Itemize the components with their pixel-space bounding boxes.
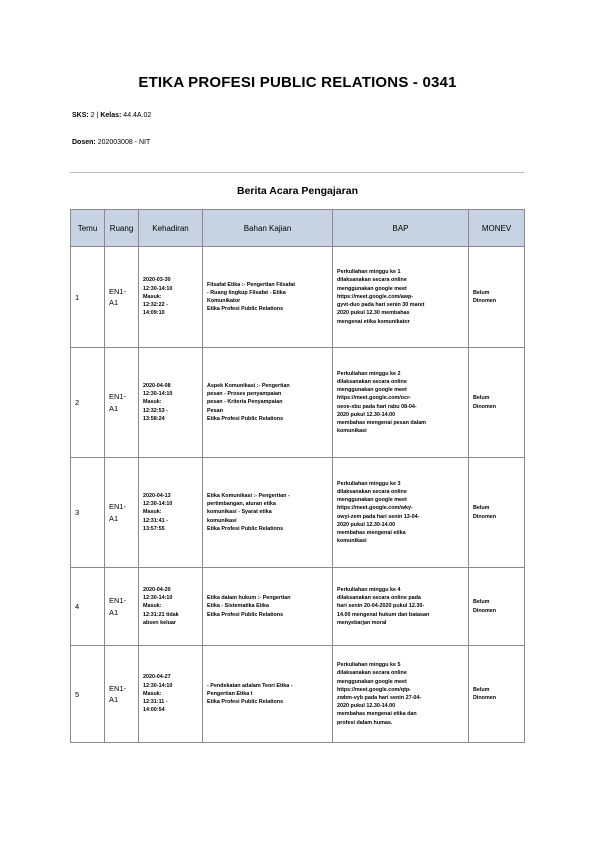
table-row [71,458,525,568]
cell-monev: Belum Dinomen [469,458,525,568]
cell-temu: 1 [71,247,105,348]
kelas-value: 44.4A.02 [123,112,152,119]
dosen-value: 202003008 - NIT [97,139,151,146]
table-header-row [71,210,525,247]
cell-kehadiran: 2020-04-20 12:30-14:10 Masuk: 12:31:21 tidak absen keluar [139,568,203,646]
cell-temu: 3 [71,458,105,568]
header-temu: Temu [71,210,105,247]
separator: | [96,112,99,119]
table-row [71,247,525,348]
cell-temu: 5 [71,646,105,743]
header-monev: MONEV [469,210,525,247]
cell-bap: Perkuliahan minggu ke 1 dilaksanakan secara online menggunakan google meet https://meet.google.com/awp- gyvt-duo pada hari senin 30 maret 2020 pukul 12.30 membahas mengenai etika komunikator [333,247,469,348]
course-info [72,112,151,119]
lecturer-info [72,139,150,146]
dosen-label: Dosen: [72,139,96,146]
cell-monev: Belum Dinomen [469,568,525,646]
section-title: Berita Acara Pengajaran [236,185,358,197]
header-bahan-kajian: Bahan Kajian [203,210,333,247]
sks-label: SKS: [72,112,89,119]
cell-bahan-kajian: Etika dalam hukum :- Pengertian Etika - Sistematika Etika Etika Profesi Public Relations [203,568,333,646]
cell-bahan-kajian: - Pendekatan adalam Teori Etika - Pengertian Etika t Etika Profesi Public Relations [203,646,333,743]
table-row [71,568,525,646]
table-row [71,646,525,743]
table-row [71,348,525,458]
cell-monev: Belum Dinomen [469,646,525,743]
cell-bap: Perkuliahan minggu ke 4 dilaksanakan secara online pada hari senin 20-04-2020 pukul 12.30- 14.00 mengenai hukum dan batasan menyebarjan moral [333,568,469,646]
header-ruang: Ruang [105,210,139,247]
header-kehadiran: Kehadiran [139,210,203,247]
cell-ruang: EN1- A1 [105,247,139,348]
divider [70,172,524,173]
cell-bahan-kajian: Aspek Komunikasi :- Pengertian pesan - Proses penyampaian pesan - Kriteria Penyampaian Pesan Etika Profesi Public Relations [203,348,333,458]
cell-ruang: EN1- A1 [105,348,139,458]
kelas-label: Kelas: [100,112,122,119]
sks-value: 2 [90,112,95,119]
cell-kehadiran: 2020-04-13 12:30-14:10 Masuk: 12:31:41 - 13:57:55 [139,458,203,568]
cell-temu: 2 [71,348,105,458]
cell-kehadiran: 2020-04-27 12:30-14:10 Masuk: 12:31:11 - 14:00:54 [139,646,203,743]
cell-monev: Belum Dinomen [469,348,525,458]
cell-kehadiran: 2020-03-30 12:30-14:10 Masuk: 12:32:22 - 14:09:10 [139,247,203,348]
cell-ruang: EN1- A1 [105,646,139,743]
cell-bahan-kajian: Filsafat Etika :- Pengertian Filsafat - Ruang lingkup Filsafat - Etika Komunikator Etika Profesi Public Relations [203,247,333,348]
cell-bap: Perkuliahan minggu ke 3 dilaksanakan secara online menggunakan google meet https://meet.google.com/wky- owyi-zem pada hari senin 13-04- 2020 pukul 12.30-14.00 membahas mengenai etika komunikasi [333,458,469,568]
cell-bap: Perkuliahan minggu ke 2 dilaksanakan secara online menggunakan google meet https://meet.google.com/ocr- oeoe-xbu pada hari rabu 08-04- 2020 pukul 12.30-14.00 membahas mengenai pesan dalam komunikasi [333,348,469,458]
cell-bap: Perkuliahan minggu ke 5 dilaksanakan secara online menggunakan google meet https://meet.google.com/qtp- zwbm-vyb pada hari senin 27-04- 2020 pukul 12.30-14.00 membahas mengenai etika dan profesi dalam humas. [333,646,469,743]
cell-ruang: EN1- A1 [105,568,139,646]
cell-ruang: EN1- A1 [105,458,139,568]
page-title: ETIKA PROFESI PUBLIC RELATIONS - 0341 [138,74,457,91]
cell-bahan-kajian: Etika Komunikasi :- Pengertian - pertimbangan, aturan etika komunikasi - Syarat etika komunikasi Etika Profesi Public Relations [203,458,333,568]
cell-monev: Belum Dinomen [469,247,525,348]
cell-temu: 4 [71,568,105,646]
header-bap: BAP [333,210,469,247]
cell-kehadiran: 2020-04-08 12:30-14:10 Masuk: 12:32:53 - 13:58:24 [139,348,203,458]
teaching-report-table [70,209,525,743]
